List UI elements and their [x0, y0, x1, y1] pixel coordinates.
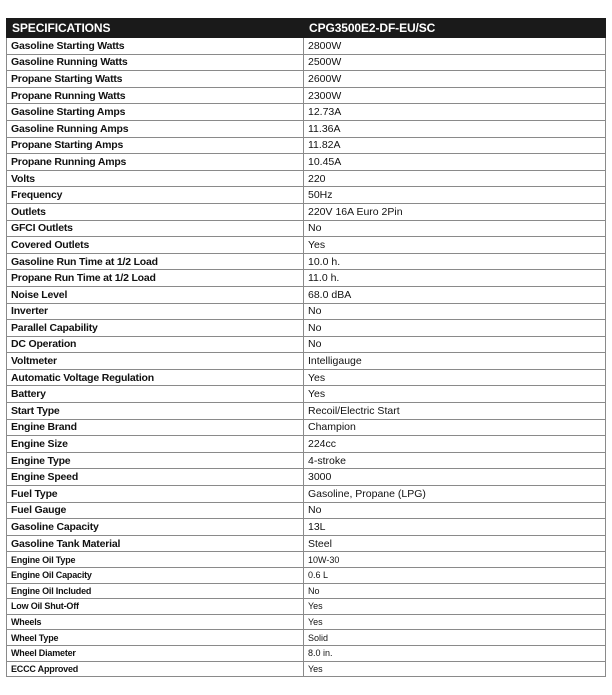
table-row	[7, 519, 606, 536]
spec-value: 2800W	[304, 38, 606, 55]
table-row	[7, 104, 606, 121]
table-row	[7, 599, 606, 615]
spec-value: Yes	[304, 386, 606, 403]
spec-value: 10.45A	[304, 154, 606, 171]
spec-label: Voltmeter	[7, 353, 304, 370]
spec-value: No	[304, 583, 606, 599]
spec-value: No	[304, 220, 606, 237]
spec-label: Engine Size	[7, 436, 304, 453]
spec-label: Outlets	[7, 203, 304, 220]
table-row	[7, 419, 606, 436]
table-row	[7, 568, 606, 584]
spec-label: Fuel Type	[7, 486, 304, 503]
table-row	[7, 120, 606, 137]
spec-value: 2300W	[304, 87, 606, 104]
table-row	[7, 369, 606, 386]
table-row	[7, 436, 606, 453]
spec-value: Yes	[304, 599, 606, 615]
spec-label: Wheels	[7, 614, 304, 630]
header-model: CPG3500E2-DF-EU/SC	[304, 19, 606, 38]
spec-label: Gasoline Starting Amps	[7, 104, 304, 121]
spec-label: Engine Type	[7, 452, 304, 469]
spec-value: 8.0 in.	[304, 645, 606, 661]
table-row	[7, 220, 606, 237]
spec-label: Inverter	[7, 303, 304, 320]
spec-label: Engine Oil Capacity	[7, 568, 304, 584]
table-row	[7, 583, 606, 599]
table-row	[7, 645, 606, 661]
table-row	[7, 614, 606, 630]
table-row	[7, 303, 606, 320]
spec-value: 68.0 dBA	[304, 286, 606, 303]
table-row	[7, 661, 606, 677]
spec-value: 11.0 h.	[304, 270, 606, 287]
spec-value: No	[304, 502, 606, 519]
spec-value: No	[304, 303, 606, 320]
spec-label: Covered Outlets	[7, 237, 304, 254]
spec-label: Gasoline Run Time at 1/2 Load	[7, 253, 304, 270]
table-row	[7, 54, 606, 71]
spec-value: Steel	[304, 535, 606, 552]
table-header-row	[7, 19, 606, 38]
spec-label: Gasoline Capacity	[7, 519, 304, 536]
spec-value: Yes	[304, 369, 606, 386]
table-row	[7, 353, 606, 370]
table-row	[7, 170, 606, 187]
spec-value: 10.0 h.	[304, 253, 606, 270]
table-row	[7, 320, 606, 337]
spec-value: Solid	[304, 630, 606, 646]
spec-label: Wheel Diameter	[7, 645, 304, 661]
spec-label: Volts	[7, 170, 304, 187]
table-row	[7, 630, 606, 646]
spec-label: Start Type	[7, 403, 304, 420]
spec-value: 12.73A	[304, 104, 606, 121]
spec-label: Propane Starting Amps	[7, 137, 304, 154]
table-row	[7, 469, 606, 486]
spec-value: Yes	[304, 661, 606, 677]
spec-label: DC Operation	[7, 336, 304, 353]
table-row	[7, 535, 606, 552]
spec-value: No	[304, 320, 606, 337]
spec-value: 2600W	[304, 71, 606, 88]
header-label: SPECIFICATIONS	[7, 19, 304, 38]
spec-label: Propane Starting Watts	[7, 71, 304, 88]
table-row	[7, 486, 606, 503]
spec-value: Recoil/Electric Start	[304, 403, 606, 420]
table-row	[7, 502, 606, 519]
spec-value: 0.6 L	[304, 568, 606, 584]
table-row	[7, 386, 606, 403]
table-row	[7, 237, 606, 254]
spec-value: 4-stroke	[304, 452, 606, 469]
spec-label: Gasoline Tank Material	[7, 535, 304, 552]
spec-value: 2500W	[304, 54, 606, 71]
spec-value: Yes	[304, 614, 606, 630]
spec-label: ECCC Approved	[7, 661, 304, 677]
spec-value: 50Hz	[304, 187, 606, 204]
spec-label: Engine Speed	[7, 469, 304, 486]
table-row	[7, 270, 606, 287]
table-row	[7, 203, 606, 220]
spec-label: Fuel Gauge	[7, 502, 304, 519]
table-row	[7, 403, 606, 420]
spec-label: Gasoline Starting Watts	[7, 38, 304, 55]
spec-value: Champion	[304, 419, 606, 436]
spec-label: Propane Run Time at 1/2 Load	[7, 270, 304, 287]
spec-label: Battery	[7, 386, 304, 403]
spec-value: 11.82A	[304, 137, 606, 154]
spec-label: Engine Oil Included	[7, 583, 304, 599]
spec-label: Gasoline Running Watts	[7, 54, 304, 71]
spec-label: Noise Level	[7, 286, 304, 303]
spec-label: GFCI Outlets	[7, 220, 304, 237]
spec-value: No	[304, 336, 606, 353]
spec-value: 220	[304, 170, 606, 187]
spec-label: Propane Running Watts	[7, 87, 304, 104]
spec-label: Frequency	[7, 187, 304, 204]
table-row	[7, 154, 606, 171]
table-row	[7, 71, 606, 88]
table-row	[7, 552, 606, 568]
spec-value: Gasoline, Propane (LPG)	[304, 486, 606, 503]
table-row	[7, 253, 606, 270]
spec-value: 224cc	[304, 436, 606, 453]
spec-label: Propane Running Amps	[7, 154, 304, 171]
spec-value: 11.36A	[304, 120, 606, 137]
spec-value: 3000	[304, 469, 606, 486]
specifications-table	[6, 18, 606, 677]
spec-label: Automatic Voltage Regulation	[7, 369, 304, 386]
spec-value: 13L	[304, 519, 606, 536]
spec-value: 10W-30	[304, 552, 606, 568]
spec-label: Engine Oil Type	[7, 552, 304, 568]
spec-value: 220V 16A Euro 2Pin	[304, 203, 606, 220]
spec-label: Low Oil Shut-Off	[7, 599, 304, 615]
specifications-body	[7, 38, 606, 677]
table-row	[7, 336, 606, 353]
spec-label: Parallel Capability	[7, 320, 304, 337]
table-row	[7, 38, 606, 55]
spec-value: Intelligauge	[304, 353, 606, 370]
spec-label: Gasoline Running Amps	[7, 120, 304, 137]
spec-value: Yes	[304, 237, 606, 254]
specifications-sheet	[6, 18, 605, 677]
table-row	[7, 87, 606, 104]
table-row	[7, 286, 606, 303]
table-row	[7, 137, 606, 154]
spec-label: Wheel Type	[7, 630, 304, 646]
table-row	[7, 452, 606, 469]
spec-label: Engine Brand	[7, 419, 304, 436]
table-row	[7, 187, 606, 204]
